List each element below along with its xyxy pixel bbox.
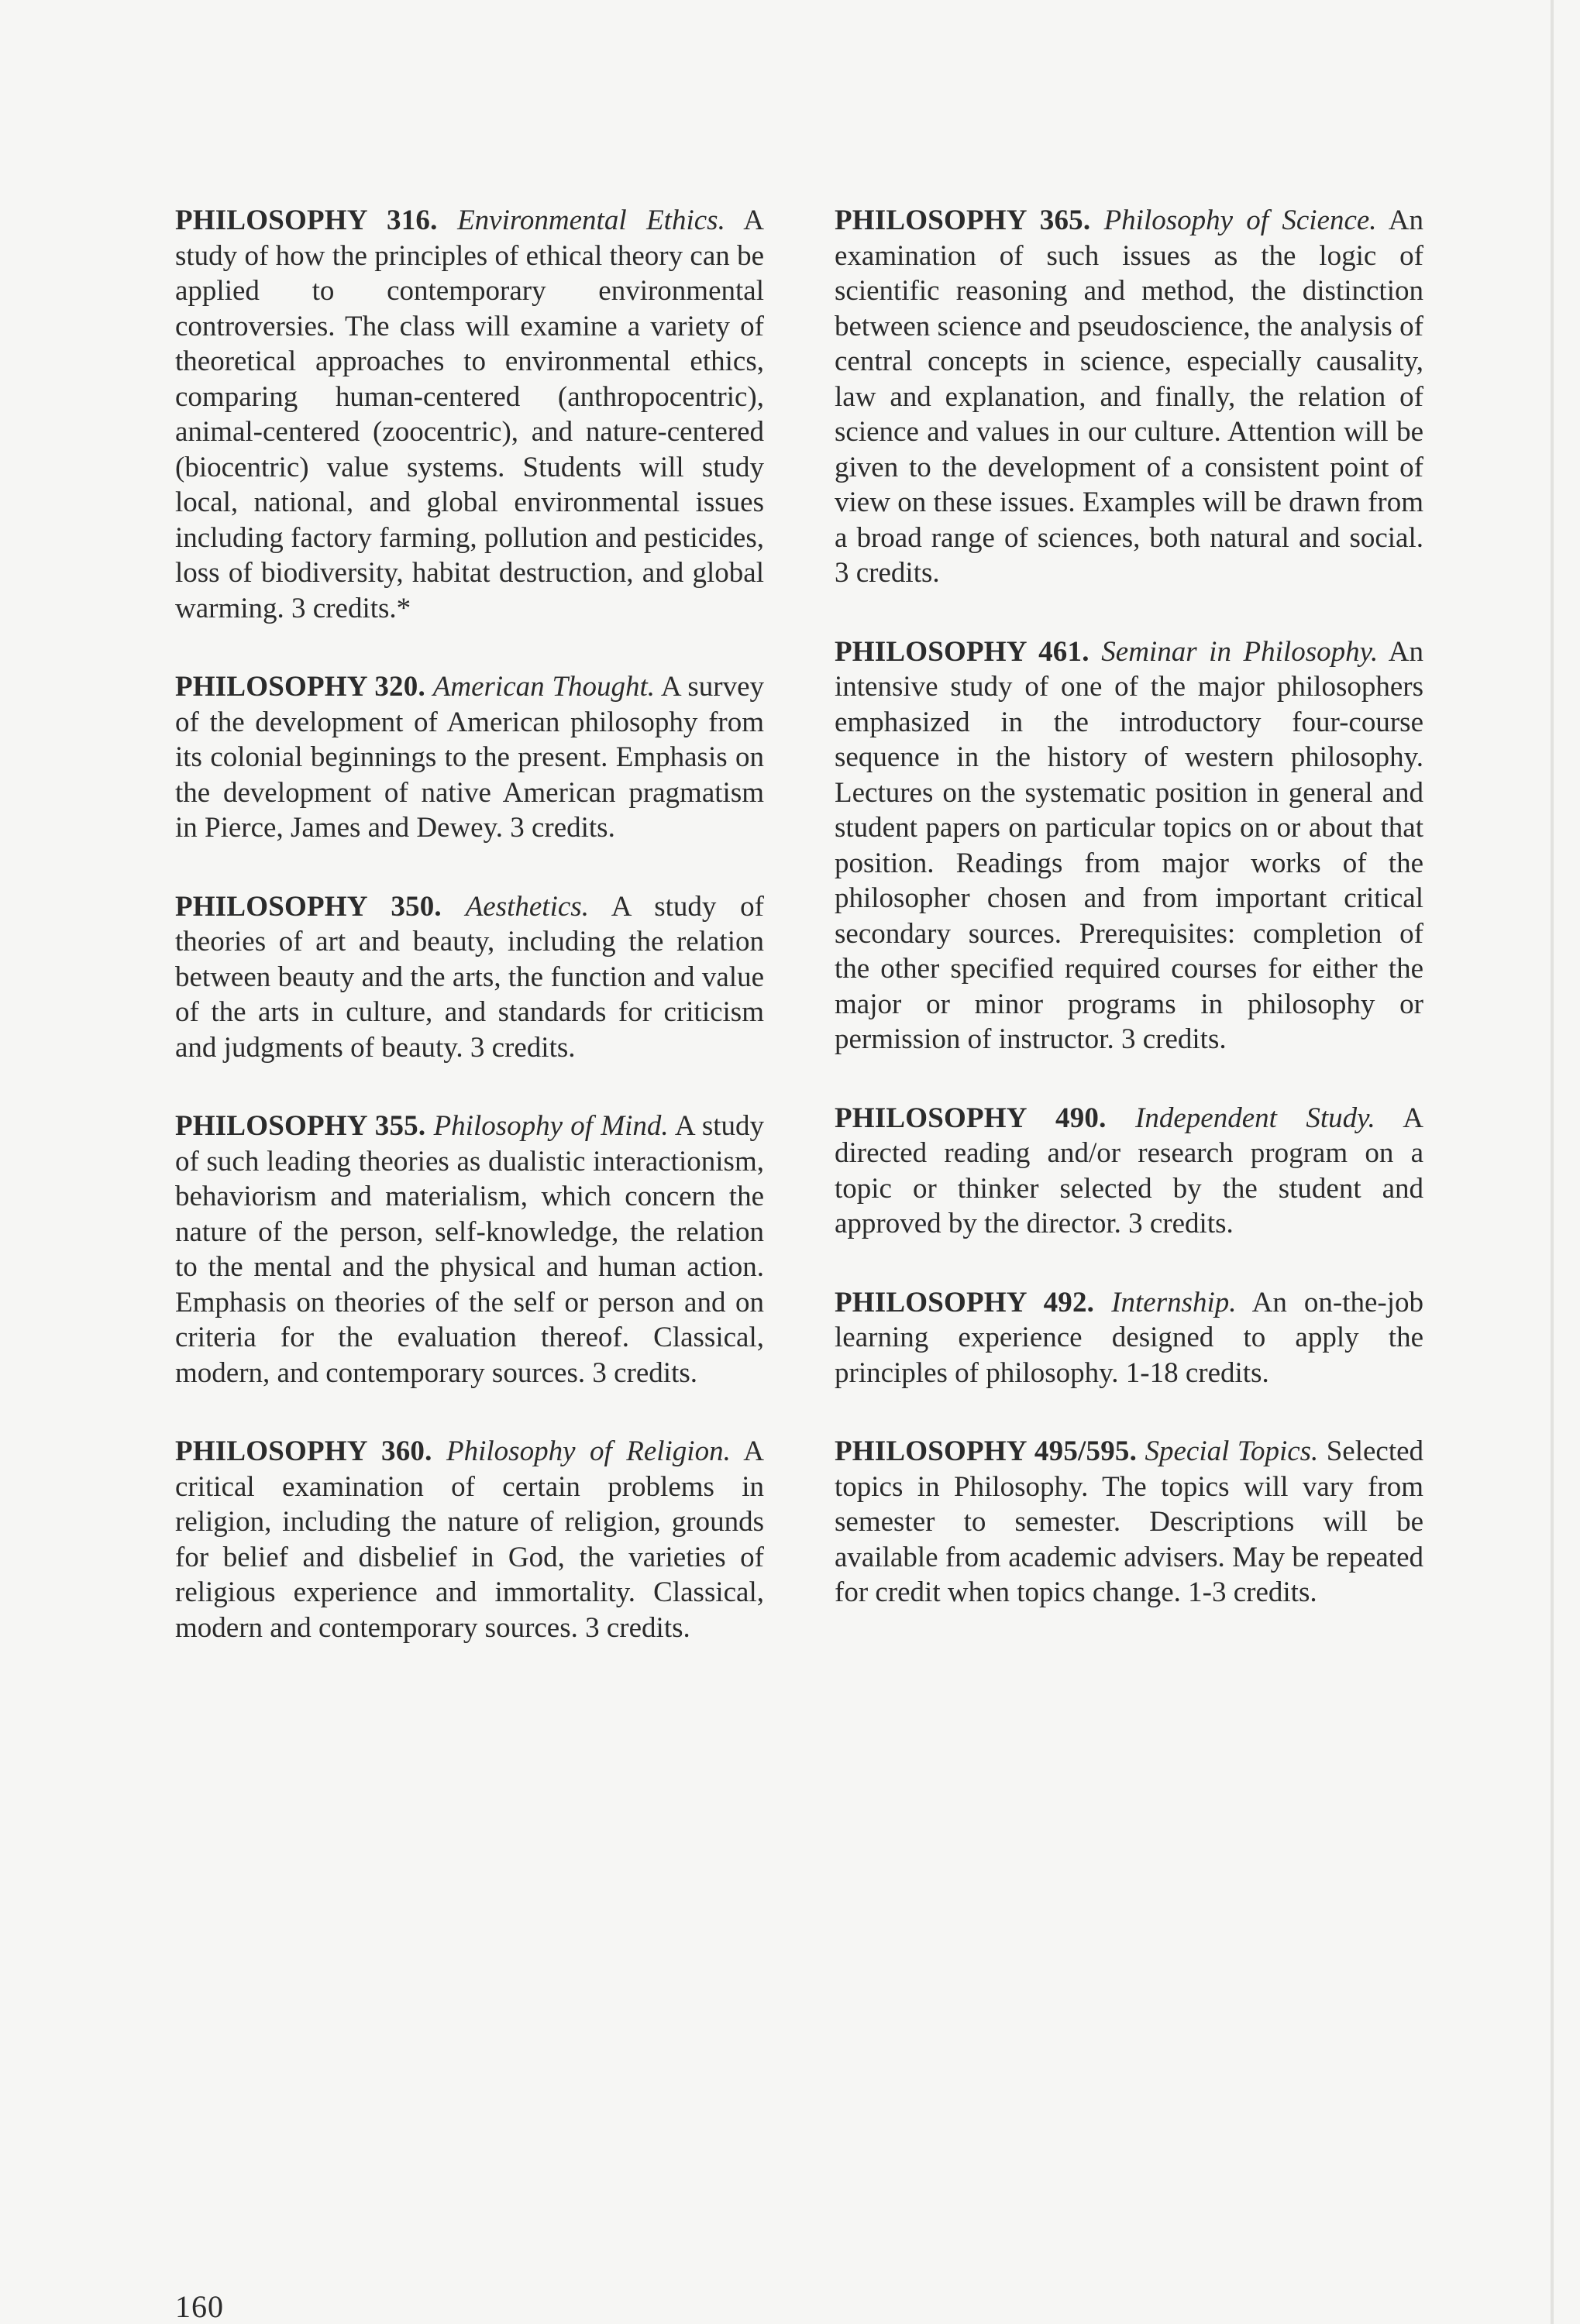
course-description: An on-the-job learning experience designed to apply the principles of philosophy. 1-18 credits. [835,1286,1423,1389]
course-title: Internship. [1111,1286,1237,1318]
course-philosophy-461 [835,634,1423,1057]
course-title: Independent Study. [1135,1102,1375,1134]
course-code: PHILOSOPHY 365. [835,205,1091,236]
left-column [175,203,764,1689]
course-code: PHILOSOPHY 360. [175,1435,432,1467]
course-code: PHILOSOPHY 316. [175,205,438,236]
course-description: Selected topics in Philosophy. The topics will vary from semester to semester. Descriptions will be available from academic advisers. May be repeated for credit when topics change. 1-3 credits. [835,1435,1424,1608]
page-edge-shadow [1551,0,1554,2324]
course-code: PHILOSOPHY 350. [175,890,442,923]
course-philosophy-355 [175,1109,764,1391]
page-number: 160 [175,2289,224,2324]
course-title: Seminar in Philosophy. [1101,635,1379,668]
course-title: Aesthetics. [465,890,589,923]
course-title: Philosophy of Mind. [433,1110,669,1142]
course-title: Philosophy of Science. [1103,205,1377,236]
course-description: An examination of such issues as the logic of scientific reasoning and method, the distinction between science and pseudoscience, the analysis of central concepts in science, especially causality, law and explanation, and finally, the relation of science and values in our culture. Attention will be given to the development of a consistent point of view on these issues. Examples will be drawn from a broad range of sciences, both natural and social. 3 credits. [835,205,1424,589]
right-column [835,203,1423,1654]
course-code: PHILOSOPHY 320. [175,671,425,703]
course-description: A survey of the development of American philosophy from its colonial beginnings to the present. Emphasis on the development of native American pragmatism in Pierce, James and Dewey. 3 credits. [175,671,765,844]
course-description: A critical examination of certain problems in religion, including the nature of religion, grounds for belief and disbelief in God, the varieties of religious experience and immortality. Classical, modern and contemporary sources. 3 credits. [175,1435,764,1644]
course-code: PHILOSOPHY 355. [175,1110,426,1142]
course-description: A study of such leading theories as dualistic interactionism, behaviorism and materialism, which concern the nature of the person, self-knowledge, the relation to the mental and the physical and human action. Emphasis on theories of the self or person and on criteria for the evaluation thereof. Classical, modern, and contemporary sources. 3 credits. [175,1110,765,1389]
course-philosophy-316 [175,203,764,626]
course-description: A study of how the principles of ethical theory can be applied to contemporary environmental controversies. The class will examine a variety of theoretical approaches to environmental ethics, comparing human-centered (anthropocentric), animal-centered (zoocentric), and nature-centered (biocentric) value systems. Students will study local, national, and global environmental issues including factory farming, pollution and pesticides, loss of biodiversity, habitat destruction, and global warming. 3 credits.* [175,205,765,624]
course-code: PHILOSOPHY 490. [835,1102,1107,1134]
course-title: Special Topics. [1145,1435,1319,1467]
course-description: A directed reading and/or research program on a topic or thinker selected by the student and approved by the director. 3 credits. [835,1102,1423,1239]
course-code: PHILOSOPHY 495/595. [835,1435,1138,1467]
course-description: A study of theories of art and beauty, including the relation between beauty and the arts, the function and value of the arts in culture, and standards for criticism and judgments of beauty. 3 credits. [175,890,764,1064]
course-philosophy-495-595 [835,1434,1423,1611]
course-philosophy-350 [175,889,764,1066]
course-philosophy-492 [835,1285,1423,1391]
course-description: An intensive study of one of the major philosophers emphasized in the introductory four-course sequence in the history of western philosophy. Lectures on the systematic position in general and student papers on particular topics on or about that position. Readings from major works of the philosopher chosen and from important critical secondary sources. Prerequisites: completion of the other specified required courses for either the major or minor programs in philosophy or permission of instructor. 3 credits. [835,635,1424,1055]
course-title: Environmental Ethics. [457,205,725,236]
course-philosophy-360 [175,1434,764,1645]
course-title: American Thought. [432,671,656,703]
course-code: PHILOSOPHY 492. [835,1286,1095,1318]
course-philosophy-320 [175,669,764,846]
course-title: Philosophy of Religion. [446,1435,731,1467]
course-code: PHILOSOPHY 461. [835,635,1089,668]
course-philosophy-490 [835,1101,1423,1242]
course-philosophy-365 [835,203,1423,591]
